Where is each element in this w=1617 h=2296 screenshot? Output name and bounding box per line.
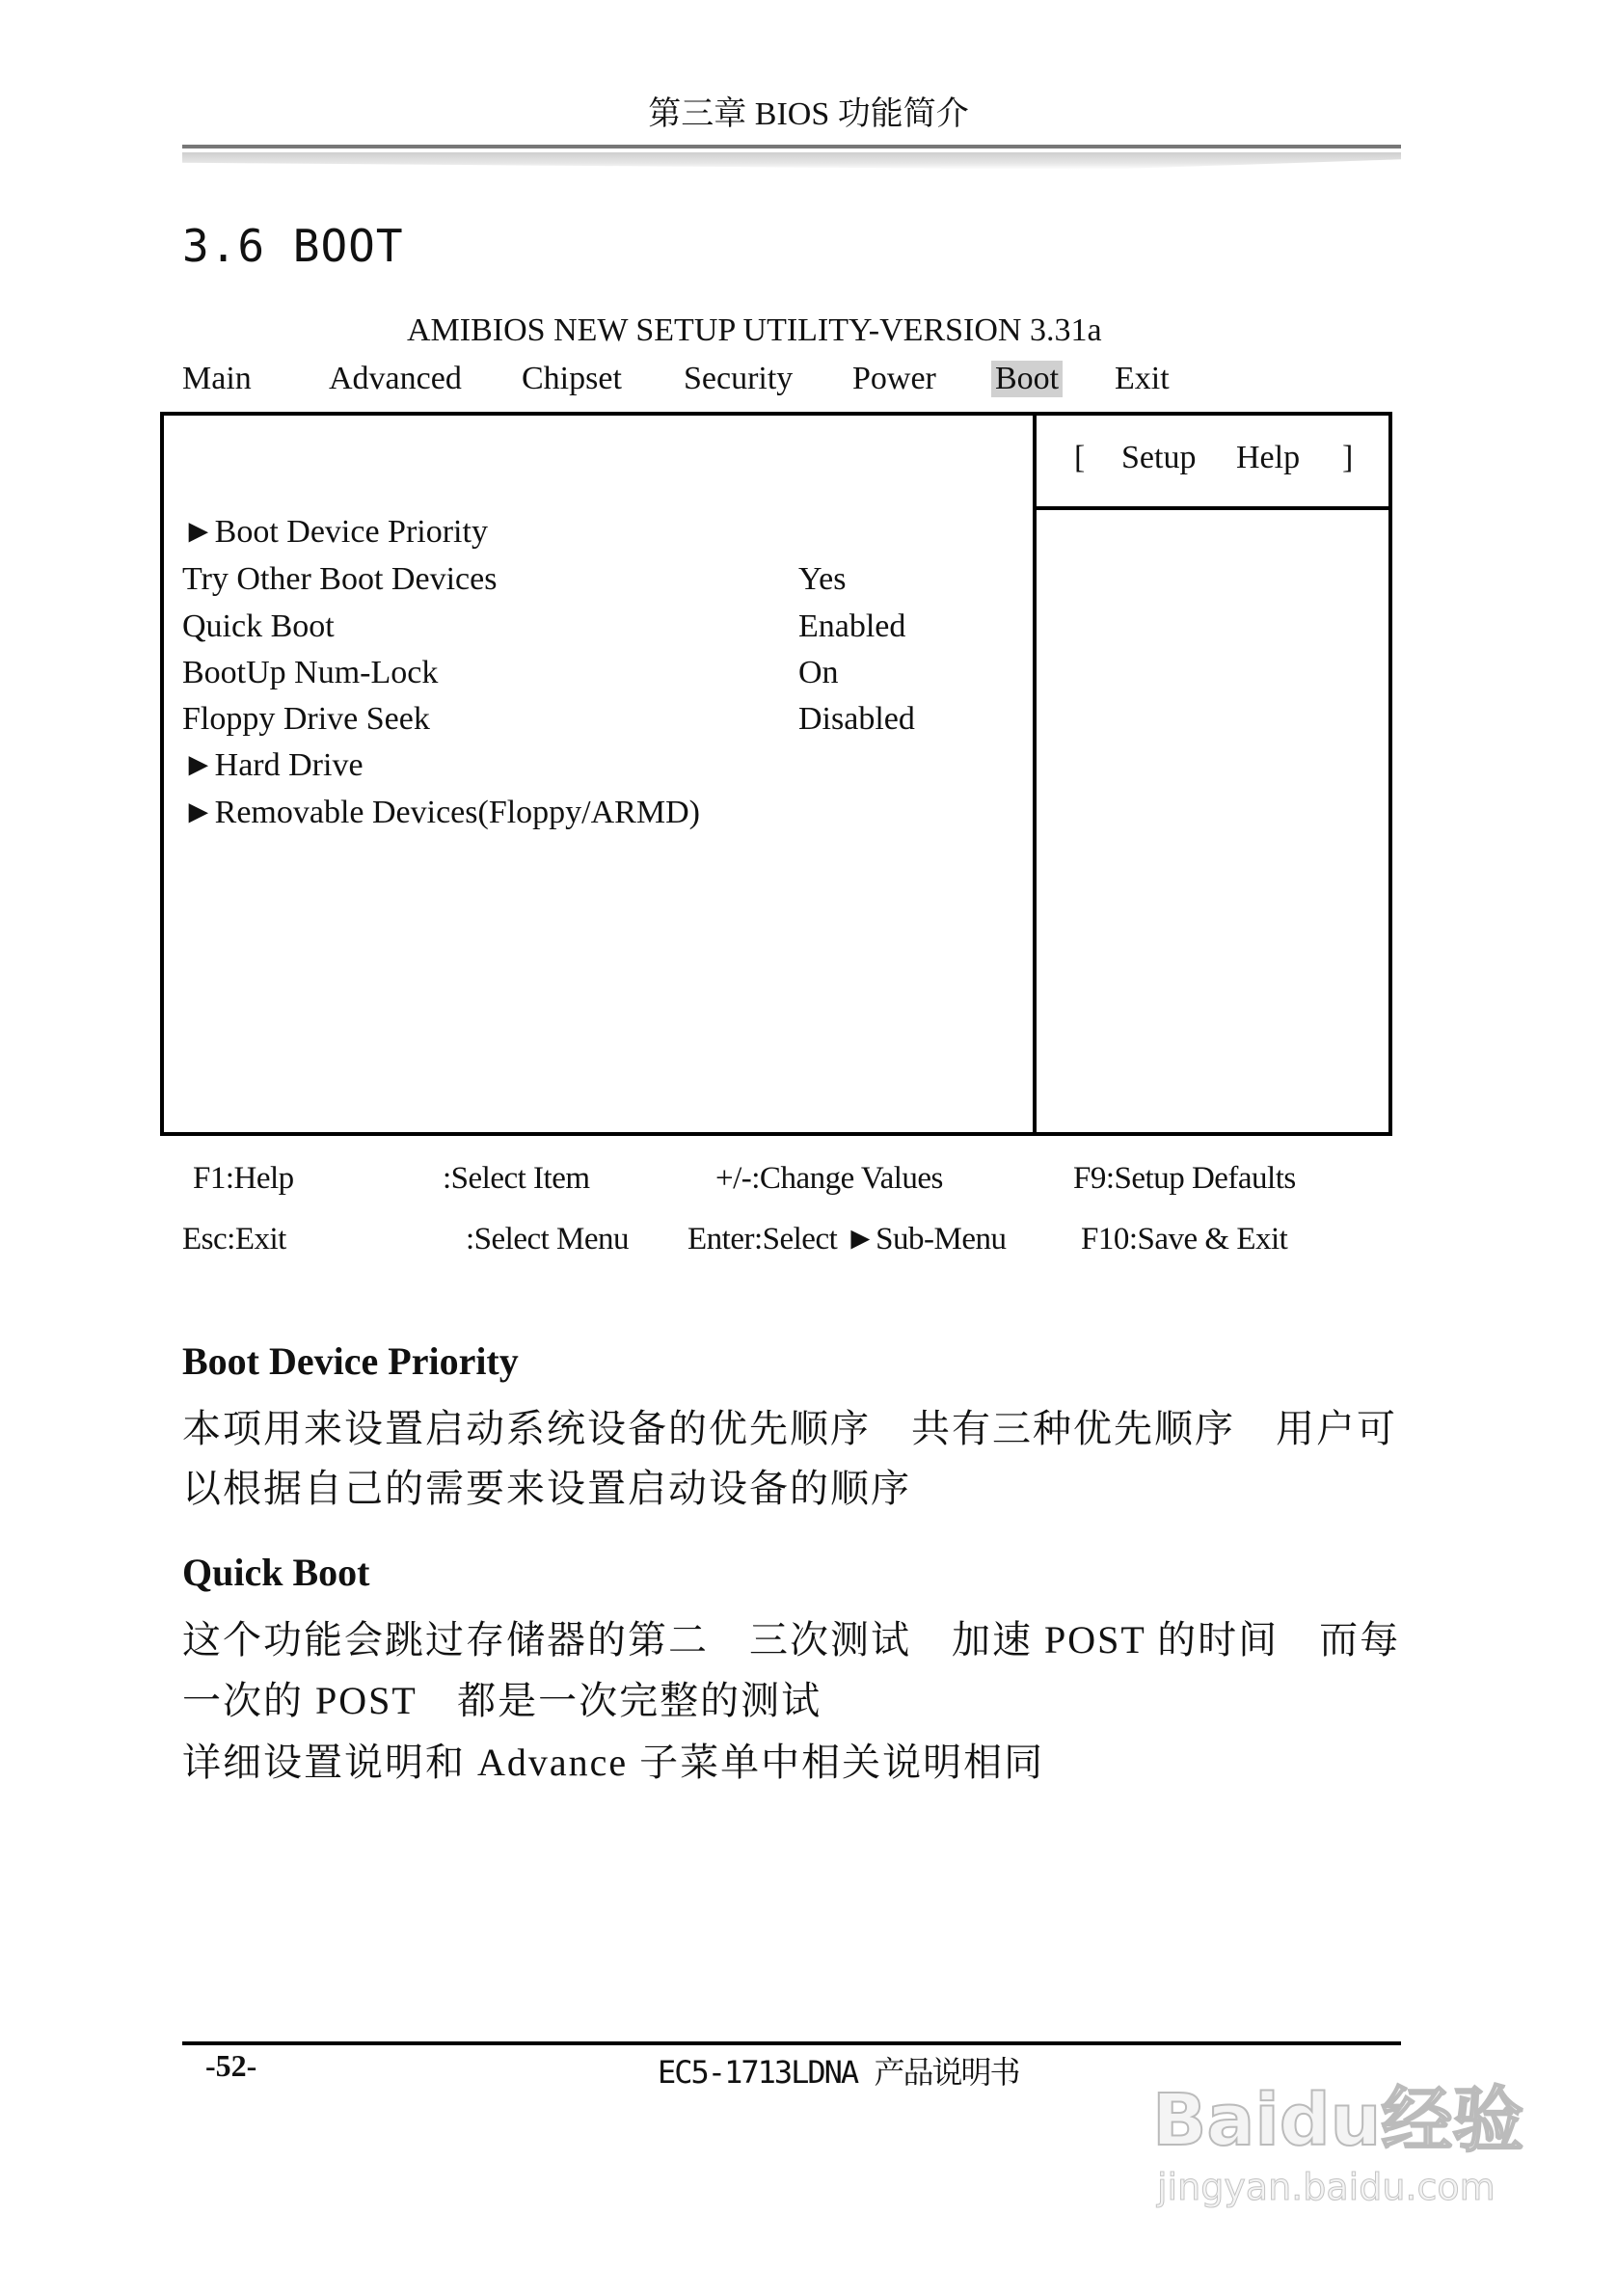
- menu-exit[interactable]: Exit: [1115, 361, 1170, 396]
- key-select-item: :Select Item: [443, 1161, 590, 1196]
- page-number: -52-: [205, 2048, 257, 2083]
- menu-advanced[interactable]: Advanced: [329, 361, 462, 396]
- menu-chipset[interactable]: Chipset: [522, 361, 622, 396]
- section-title: 3.6 BOOT: [182, 220, 404, 272]
- key-enter-submenu: Enter:Select ►Sub-Menu: [687, 1222, 1007, 1256]
- value-bootup-numlock[interactable]: On: [798, 655, 839, 690]
- section-heading-quick-boot: Quick Boot: [182, 1551, 370, 1594]
- key-select-menu: :Select Menu: [466, 1222, 630, 1256]
- item-floppy-drive-seek[interactable]: Floppy Drive Seek: [182, 701, 430, 737]
- panel-divider: [1033, 412, 1037, 1136]
- key-esc-exit: Esc:Exit: [182, 1222, 286, 1256]
- item-boot-device-priority[interactable]: ►Boot Device Priority: [182, 514, 488, 550]
- value-try-other-boot-devices[interactable]: Yes: [798, 561, 847, 597]
- help-setup-label: Setup: [1121, 440, 1197, 475]
- item-bootup-numlock[interactable]: BootUp Num-Lock: [182, 655, 439, 690]
- item-quick-boot[interactable]: Quick Boot: [182, 608, 335, 644]
- key-change-values: +/-:Change Values: [715, 1161, 943, 1196]
- value-floppy-drive-seek[interactable]: Disabled: [798, 701, 915, 737]
- item-try-other-boot-devices[interactable]: Try Other Boot Devices: [182, 561, 498, 597]
- submenu-arrow-icon: ►: [182, 747, 215, 783]
- help-help-label: Help: [1236, 440, 1301, 475]
- description-line: 本项用来设置启动系统设备的优先顺序 共有三种优先顺序 用户可: [182, 1407, 1397, 1450]
- header-rule-shadow: [182, 152, 1401, 170]
- item-hard-drive[interactable]: ►Hard Drive: [182, 747, 364, 783]
- menu-security[interactable]: Security: [684, 361, 794, 396]
- key-f10-save-exit: F10:Save & Exit: [1081, 1222, 1288, 1256]
- item-removable-devices[interactable]: ►Removable Devices(Floppy/ARMD): [182, 795, 700, 830]
- description-line: 详细设置说明和 Advance 子菜单中相关说明相同: [182, 1741, 1045, 1784]
- page-header: 第三章 BIOS 功能简介: [648, 96, 969, 132]
- section-heading-boot-device-priority: Boot Device Priority: [182, 1339, 519, 1383]
- key-f9-defaults: F9:Setup Defaults: [1073, 1161, 1296, 1196]
- description-line: 一次的 POST 都是一次完整的测试: [182, 1679, 822, 1722]
- watermark-brand: Baidu经验: [1152, 2079, 1524, 2162]
- menu-boot[interactable]: Boot: [991, 361, 1063, 397]
- menu-main[interactable]: Main: [182, 361, 252, 396]
- description-line: 以根据自己的需要来设置启动设备的顺序: [182, 1467, 911, 1510]
- menu-power[interactable]: Power: [852, 361, 936, 396]
- help-divider: [1035, 506, 1391, 510]
- bios-title: AMIBIOS NEW SETUP UTILITY-VERSION 3.31a: [407, 312, 1102, 348]
- footer-rule: [182, 2041, 1401, 2045]
- submenu-arrow-icon: ►: [182, 795, 215, 830]
- watermark-url: jingyan.baidu.com: [1157, 2166, 1496, 2208]
- key-f1-help: F1:Help: [193, 1161, 294, 1196]
- help-bracket-close: ]: [1342, 440, 1354, 475]
- baidu-watermark: [1152, 2064, 1523, 2208]
- description-line: 这个功能会跳过存储器的第二 三次测试 加速 POST 的时间 而每: [182, 1618, 1401, 1661]
- footer-doc-title: EC5-1713LDNA 产品说明书: [658, 2054, 1019, 2091]
- header-rule: [182, 145, 1401, 149]
- submenu-arrow-icon: ►: [182, 514, 215, 550]
- help-bracket-open: [: [1074, 440, 1086, 475]
- value-quick-boot[interactable]: Enabled: [798, 608, 906, 644]
